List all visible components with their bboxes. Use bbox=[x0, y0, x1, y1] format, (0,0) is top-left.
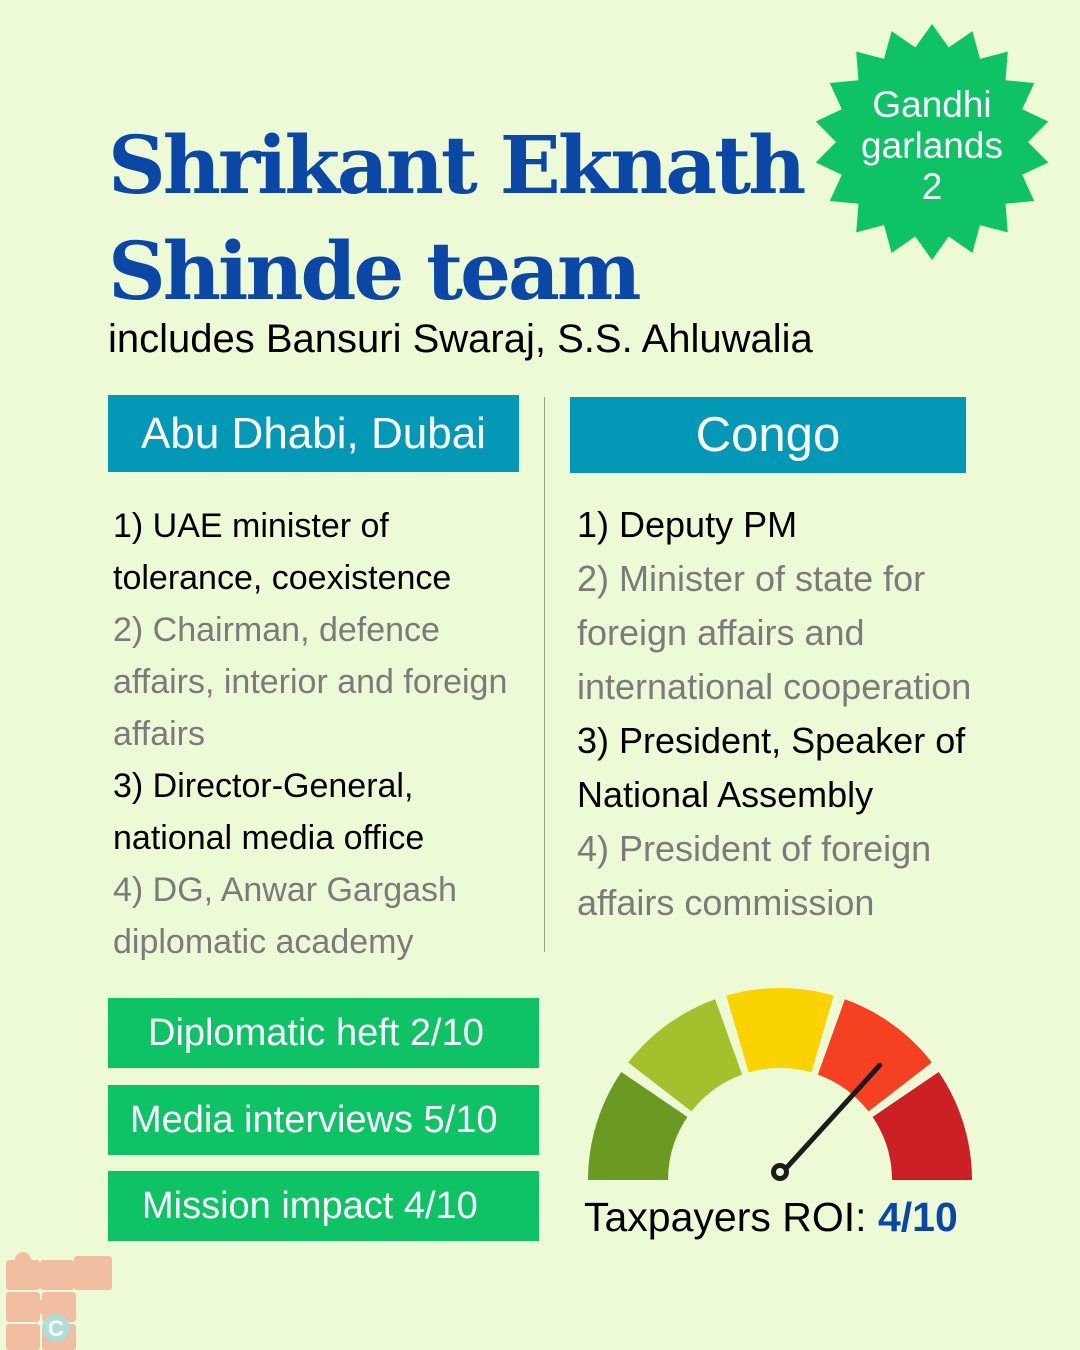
roi-gauge bbox=[580, 985, 980, 1195]
column-divider bbox=[544, 397, 545, 952]
taxpayers-roi bbox=[584, 1193, 958, 1241]
badge-line-1: Gandhi bbox=[872, 84, 992, 125]
badge-line-2: garlands bbox=[861, 125, 1003, 166]
congo-meetings-list bbox=[577, 498, 997, 930]
page-title bbox=[108, 112, 803, 324]
list-item: 2) Chairman, defence affairs, interior and foreign affairs bbox=[113, 611, 508, 753]
list-item: 1) UAE minister of tolerance, coexistence bbox=[113, 507, 452, 597]
gauge-needle bbox=[780, 1065, 880, 1175]
roi-label: Taxpayers ROI: bbox=[584, 1194, 867, 1240]
list-item: 4) President of foreign affairs commission bbox=[577, 828, 932, 923]
logo-letter: C bbox=[48, 1316, 64, 1341]
mission-impact-rating: Mission impact 4/10 bbox=[108, 1171, 539, 1241]
list-item: 2) Minister of state for foreign affairs and international cooperation bbox=[577, 558, 972, 707]
title-line-1: Shrikant Eknath bbox=[108, 118, 804, 212]
gandhi-garlands-badge bbox=[812, 84, 1052, 207]
list-item: 1) Deputy PM bbox=[577, 504, 798, 545]
abu-dhabi-meetings-list bbox=[113, 500, 533, 968]
gauge-hub-center bbox=[776, 1168, 784, 1176]
media-interviews-rating: Media interviews 5/10 bbox=[108, 1085, 539, 1155]
column-heading-abu-dhabi-dubai: Abu Dhabi, Dubai bbox=[108, 395, 519, 472]
column-heading-congo: Congo bbox=[570, 397, 966, 473]
list-item: 3) Director-General, national media office bbox=[113, 767, 425, 857]
puzzle-logo-icon bbox=[0, 1252, 118, 1350]
roi-value: 4/10 bbox=[877, 1194, 958, 1240]
title-line-2: Shinde team bbox=[108, 224, 639, 318]
list-item: 4) DG, Anwar Gargash diplomatic academy bbox=[113, 871, 457, 961]
gauge-segment-3 bbox=[726, 988, 833, 1072]
list-item: 3) President, Speaker of National Assembly bbox=[577, 720, 966, 815]
badge-count: 2 bbox=[921, 166, 943, 207]
diplomatic-heft-rating: Diplomatic heft 2/10 bbox=[108, 998, 539, 1068]
subtitle: includes Bansuri Swaraj, S.S. Ahluwalia bbox=[108, 317, 813, 361]
